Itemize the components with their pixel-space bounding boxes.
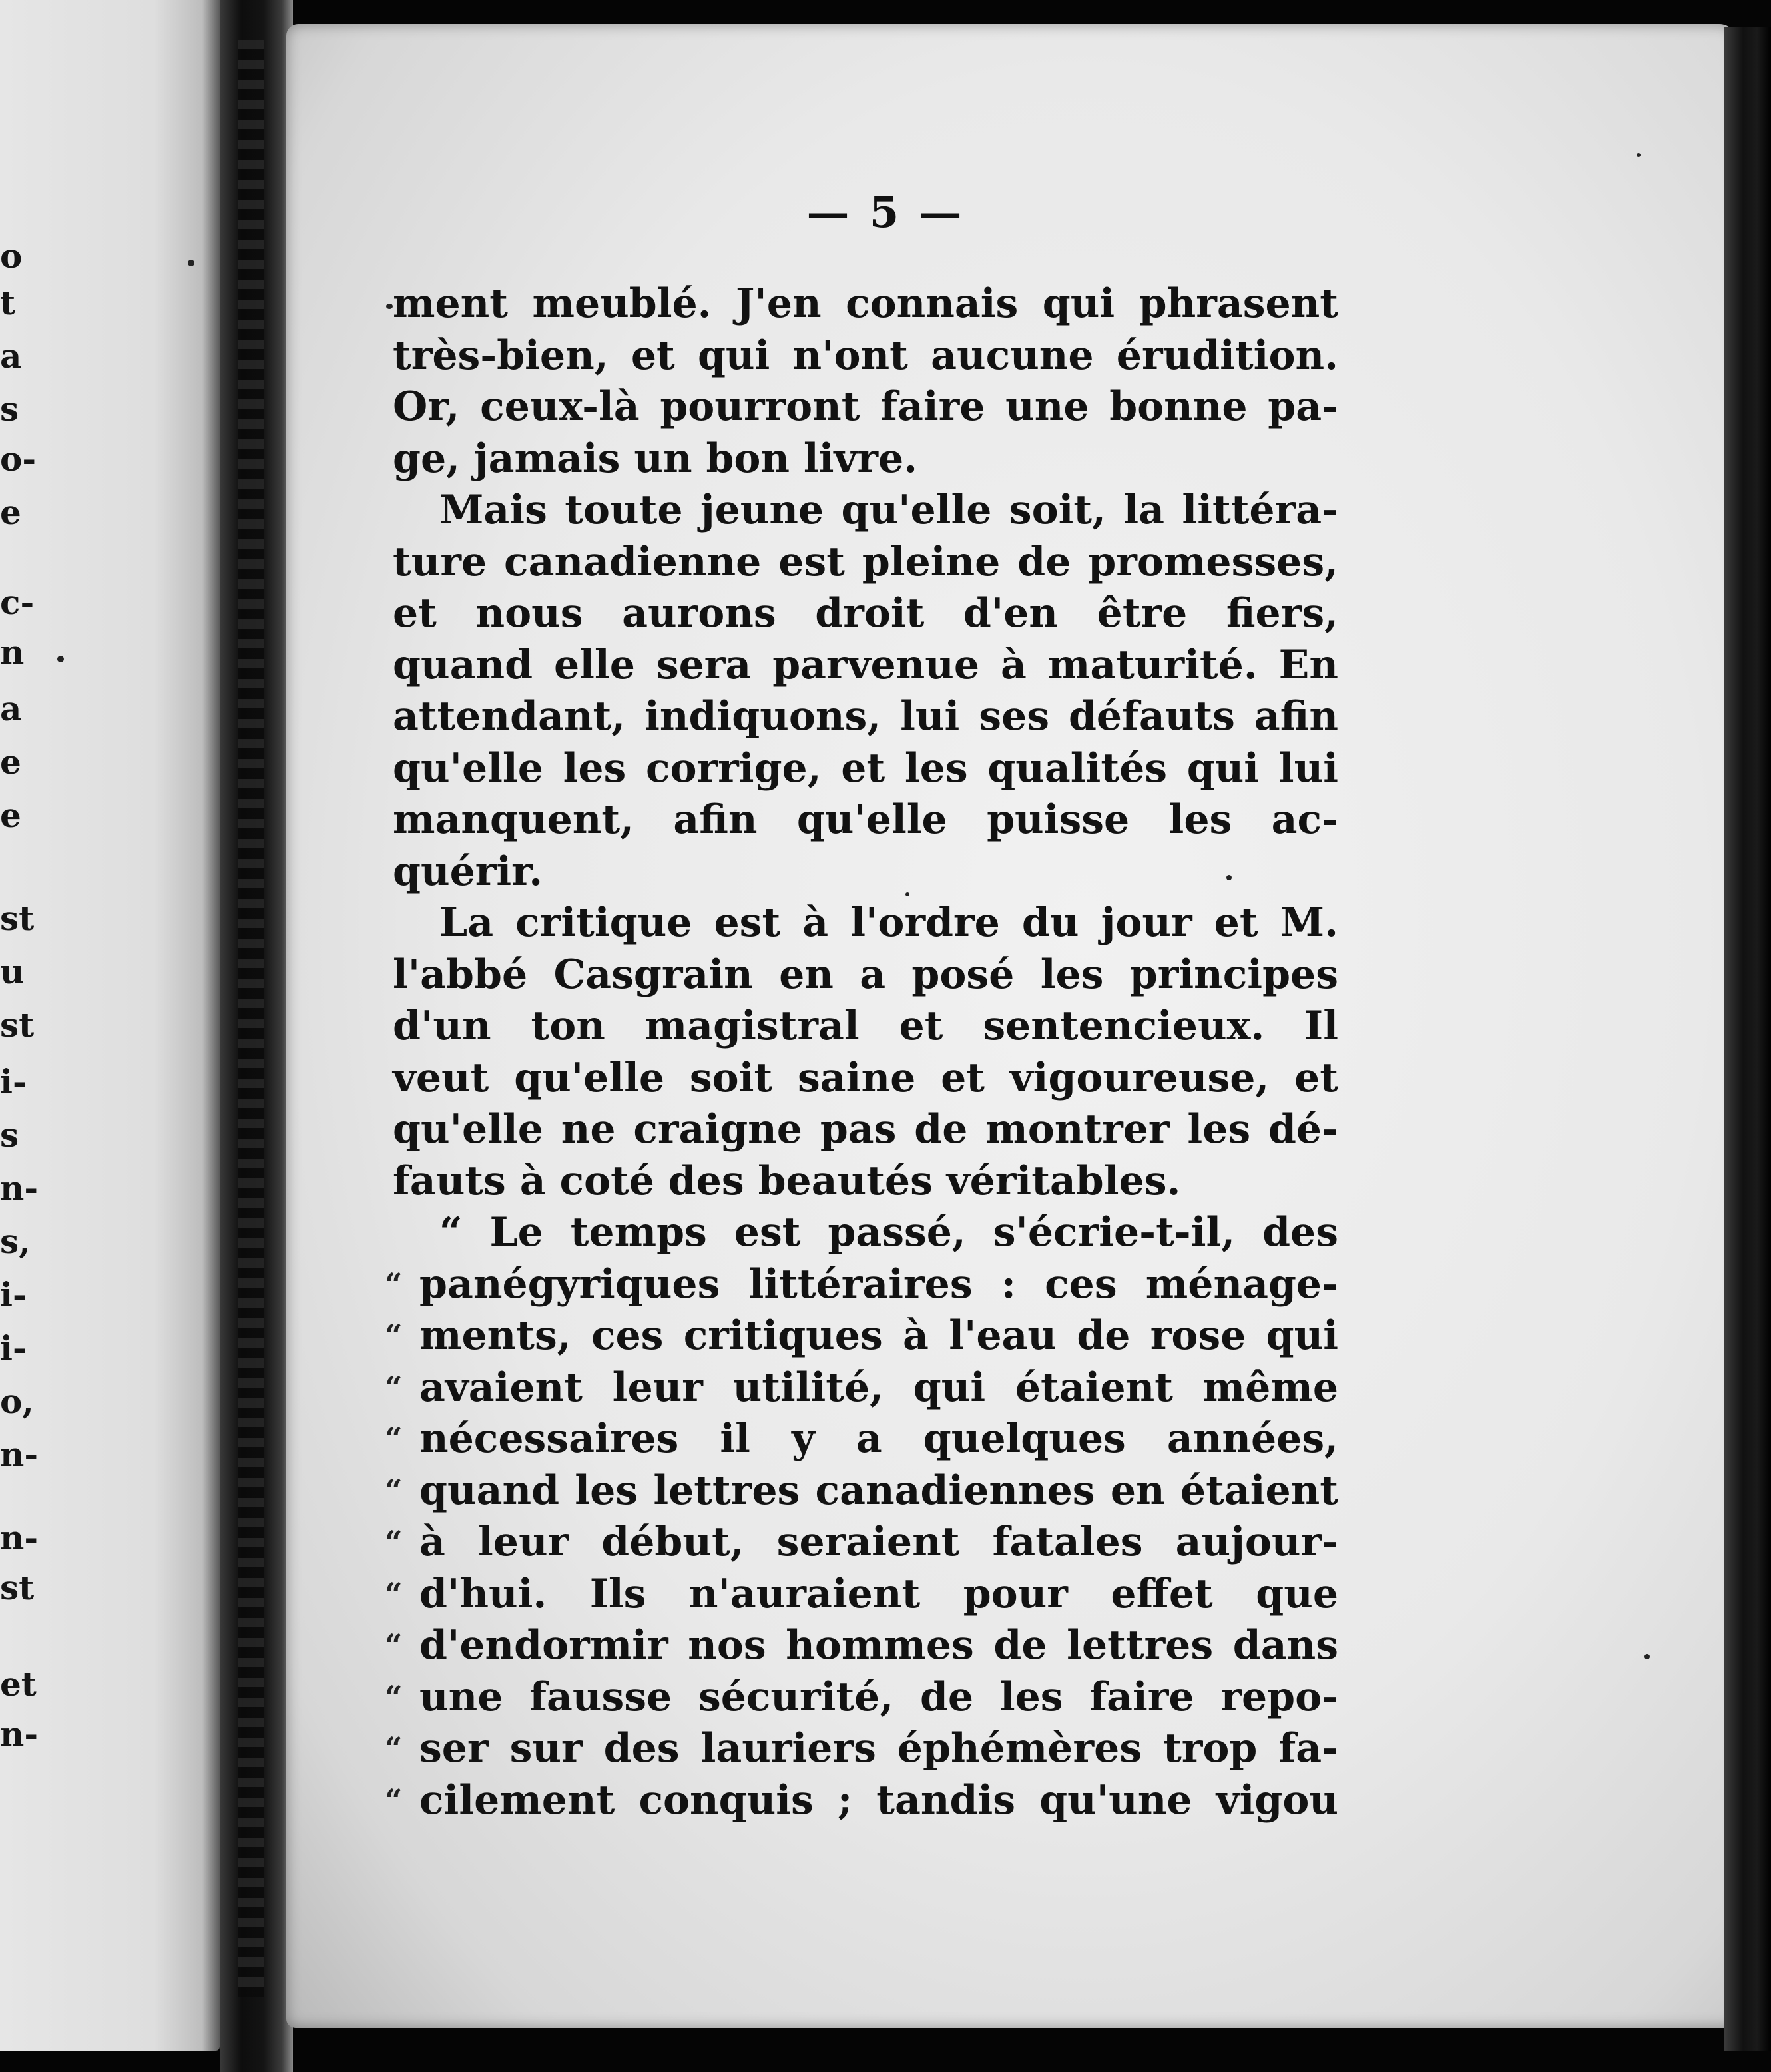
text-line: [393, 899, 1338, 947]
text-line: [393, 1105, 1338, 1153]
gutter-binding: [238, 40, 264, 1997]
text-line: [385, 1724, 1338, 1772]
left-page-fragment: i-: [0, 1062, 27, 1101]
text-line-content: une fausse sécurité, de les faire repo-: [419, 1673, 1338, 1720]
text-line-content: et nous aurons droit d'en être fiers,: [393, 590, 1338, 637]
text-line: [393, 486, 1338, 534]
quote-mark: “: [385, 1627, 403, 1663]
left-page-fragment: o-: [0, 439, 37, 479]
left-page-fragment: s: [0, 389, 19, 429]
quote-mark: “: [385, 1472, 403, 1509]
text-line-content: “ Le temps est passé, s'écrie-t-il, des: [439, 1209, 1338, 1256]
text-line-content: qu'elle ne craigne pas de montrer les dé-: [393, 1106, 1338, 1153]
text-line: [385, 1570, 1338, 1618]
quote-mark: “: [385, 1421, 403, 1457]
text-line-content: ments, ces critiques à l'eau de rose qui: [419, 1312, 1338, 1359]
text-line-content: quérir.: [393, 848, 543, 895]
text-line: [385, 1776, 1338, 1824]
text-line-content: quand elle sera parvenue à maturité. En: [393, 641, 1338, 688]
quote-mark: “: [385, 1266, 403, 1302]
left-page-fragment: s,: [0, 1222, 31, 1261]
left-page-fragment: o,: [0, 1382, 34, 1421]
quote-mark: “: [385, 1318, 403, 1354]
left-page-fragments: [0, 0, 40, 2051]
text-line: [393, 538, 1338, 586]
text-line: [393, 280, 1338, 328]
left-page-fragment: t: [0, 283, 16, 322]
text-line-content: quand les lettres canadiennes en étaient: [419, 1467, 1338, 1514]
text-line: [393, 332, 1338, 380]
left-page-fragment: n-: [0, 1714, 39, 1754]
text-line: [393, 692, 1338, 740]
text-line-content: cilement conquis ; tandis qu'une vigou: [419, 1776, 1338, 1824]
text-line-content: d'un ton magistral et sentencieux. Il: [393, 1003, 1338, 1049]
left-page-fragment: e: [0, 796, 21, 835]
text-line: [393, 796, 1338, 844]
left-page-fragment: e: [0, 742, 21, 782]
left-page-fragment: st: [0, 899, 35, 938]
left-page-fragment: n-: [0, 1518, 39, 1557]
text-line-content: nécessaires il y a quelques années,: [419, 1416, 1338, 1462]
left-page-fragment: st: [0, 1005, 35, 1045]
left-page-fragment: et: [0, 1665, 37, 1704]
text-line: [385, 1312, 1338, 1360]
text-line: [385, 1518, 1338, 1566]
quote-mark: “: [385, 1782, 403, 1818]
text-line-content: ge, jamais un bon livre.: [393, 435, 918, 482]
text-line: [393, 641, 1338, 689]
text-line-content: panégyriques littéraires : ces ménage-: [419, 1260, 1338, 1308]
text-line-content: l'abbé Casgrain en a posé les principes: [393, 951, 1338, 998]
quote-mark: “: [385, 1524, 403, 1560]
left-page-fragment: n: [0, 633, 25, 672]
text-line-content: qu'elle les corrige, et les qualités qui lui: [393, 744, 1338, 792]
text-line-content: ment meublé. J'en connais qui phrasent: [393, 280, 1338, 327]
page-text: [385, 280, 1345, 1878]
text-line: [385, 1260, 1338, 1308]
text-line-content: Mais toute jeune qu'elle soit, la littéra-: [439, 487, 1338, 533]
left-page-fragment: n-: [0, 1168, 39, 1208]
quote-mark: “: [385, 1730, 403, 1766]
text-line-content: manquent, afin qu'elle puisse les ac-: [393, 796, 1338, 843]
left-page-fragment: o: [0, 236, 23, 276]
left-page-fragment: u: [0, 952, 25, 991]
text-line: [393, 744, 1338, 792]
text-line-content: attendant, indiquons, lui ses défauts afin: [393, 693, 1338, 740]
text-line: [393, 435, 1338, 483]
text-line-content: très-bien, et qui n'ont aucune érudition.: [393, 332, 1338, 379]
left-page-fragment: i-: [0, 1275, 27, 1314]
text-line: [385, 1364, 1338, 1412]
text-line: [393, 589, 1338, 637]
quote-mark: “: [385, 1679, 403, 1715]
left-page-fragment: c-: [0, 583, 35, 622]
text-line-content: à leur début, seraient fatales aujour-: [419, 1519, 1338, 1565]
text-line-content: ser sur des lauriers éphémères trop fa-: [419, 1725, 1338, 1772]
text-line: [393, 1157, 1338, 1205]
page-edge: [1724, 27, 1771, 2051]
text-line: [393, 951, 1338, 999]
quote-mark: “: [385, 1369, 403, 1406]
text-line: [385, 1415, 1338, 1463]
left-page-fragment: a: [0, 689, 22, 728]
left-page: [0, 0, 220, 2051]
text-line: [385, 1621, 1338, 1669]
text-line-content: veut qu'elle soit saine et vigoureuse, et: [393, 1054, 1338, 1101]
left-page-fragment: n-: [0, 1435, 39, 1474]
left-page-fragment: e: [0, 493, 21, 532]
left-page-fragment: st: [0, 1568, 35, 1607]
page-number: — 5 —: [806, 188, 965, 238]
left-page-fragment: i-: [0, 1328, 27, 1368]
left-page-fragment: a: [0, 336, 22, 376]
left-page-fragment: s: [0, 1115, 19, 1155]
text-line: [393, 1054, 1338, 1102]
text-line: [393, 848, 1338, 896]
text-line-content: avaient leur utilité, qui étaient même: [419, 1364, 1338, 1411]
text-line: [393, 1002, 1338, 1050]
text-line: [393, 383, 1338, 431]
text-line: [385, 1467, 1338, 1515]
text-line-content: fauts à coté des beautés véritables.: [393, 1157, 1181, 1204]
text-line-content: La critique est à l'ordre du jour et M.: [439, 900, 1338, 946]
text-line-content: ture canadienne est pleine de promesses,: [393, 538, 1338, 585]
text-line: [385, 1673, 1338, 1721]
text-line: [393, 1208, 1338, 1256]
quote-mark: “: [385, 1575, 403, 1612]
text-line-content: d'hui. Ils n'auraient pour effet que: [419, 1570, 1338, 1617]
text-line-content: Or, ceux-là pourront faire une bonne pa-: [393, 384, 1338, 430]
text-line-content: d'endormir nos hommes de lettres dans: [419, 1622, 1338, 1669]
